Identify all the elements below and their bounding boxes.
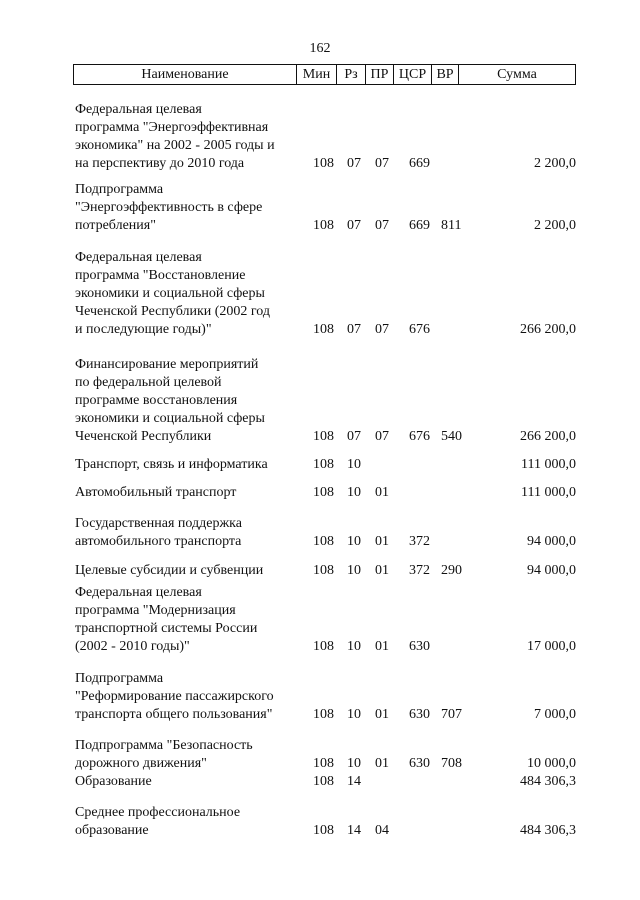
row-pr: 01 [375, 707, 389, 722]
row-name: Подпрограмма "Энергоэффективность в сфере потребления" [75, 182, 263, 233]
row-rz: 14 [347, 823, 361, 838]
row-rz: 07 [347, 322, 361, 337]
row-csr: 630 [409, 756, 430, 771]
row-min: 108 [313, 823, 334, 838]
row-name: Федеральная целевая программа "Восстановление экономики и социальной сферы Чеченской Республики (2002 год и последующие годы)" [75, 250, 271, 337]
header-rz: Рз [337, 65, 366, 84]
row-sum: 17 000,0 [527, 639, 576, 654]
row-vr: 540 [441, 429, 462, 444]
row-name: Транспорт, связь и информатика [75, 457, 268, 472]
page-number: 162 [309, 41, 331, 56]
header-sum: Сумма [497, 67, 537, 82]
row-sum: 111 000,0 [521, 457, 576, 472]
row-rz: 07 [347, 156, 361, 171]
row-min: 108 [313, 485, 334, 500]
row-pr: 01 [375, 756, 389, 771]
row-name: Федеральная целевая программа "Модернизация транспортной системы России (2002 - 2010 годы)" [75, 585, 258, 654]
row-pr: 07 [375, 156, 389, 171]
row-pr: 01 [375, 534, 389, 549]
row-rz: 14 [347, 774, 361, 789]
row-sum: 7 000,0 [534, 707, 576, 722]
row-min: 108 [313, 218, 334, 233]
row-pr: 07 [375, 322, 389, 337]
header-name: Наименование [74, 65, 297, 84]
row-name: Государственная поддержка автомобильного транспорта [75, 516, 242, 549]
row-rz: 10 [347, 639, 361, 654]
row-rz: 10 [347, 707, 361, 722]
row-pr: 01 [375, 639, 389, 654]
row-min: 108 [313, 156, 334, 171]
row-name: Целевые субсидии и субвенции [75, 563, 264, 578]
table-header [73, 64, 576, 85]
row-sum: 484 306,3 [520, 823, 576, 838]
row-min: 108 [313, 774, 334, 789]
row-name: Автомобильный транспорт [75, 485, 237, 500]
row-name: Среднее профессиональное образование [75, 805, 241, 838]
row-sum: 2 200,0 [534, 156, 576, 171]
row-vr: 707 [441, 707, 462, 722]
row-min: 108 [313, 534, 334, 549]
row-name: Подпрограмма "Безопасность дорожного движения" [75, 738, 253, 771]
row-min: 108 [313, 756, 334, 771]
row-pr: 01 [375, 563, 389, 578]
row-min: 108 [313, 429, 334, 444]
row-csr: 630 [409, 639, 430, 654]
row-csr: 676 [409, 322, 430, 337]
row-sum: 266 200,0 [520, 429, 576, 444]
row-min: 108 [313, 639, 334, 654]
row-pr: 01 [375, 485, 389, 500]
row-rz: 10 [347, 534, 361, 549]
row-rz: 07 [347, 429, 361, 444]
row-rz: 07 [347, 218, 361, 233]
row-min: 108 [313, 322, 334, 337]
row-min: 108 [313, 457, 334, 472]
header-vr: ВР [432, 65, 459, 84]
row-sum: 266 200,0 [520, 322, 576, 337]
row-vr: 811 [441, 218, 462, 233]
row-csr: 669 [409, 156, 430, 171]
row-rz: 10 [347, 756, 361, 771]
row-csr: 669 [409, 218, 430, 233]
row-pr: 04 [375, 823, 389, 838]
row-vr: 708 [441, 756, 462, 771]
row-name: Финансирование мероприятий по федеральной целевой программе восстановления экономики и социальной сферы Чеченской Республики [75, 357, 265, 444]
row-min: 108 [313, 707, 334, 722]
row-rz: 10 [347, 485, 361, 500]
header-csr: ЦСР [394, 65, 432, 84]
row-sum: 111 000,0 [521, 485, 576, 500]
row-rz: 10 [347, 457, 361, 472]
row-name: Федеральная целевая программа "Энергоэффективная экономика" на 2002 - 2005 годы и на перспективу до 2010 года [75, 102, 275, 171]
row-csr: 372 [409, 534, 430, 549]
row-sum: 484 306,3 [520, 774, 576, 789]
row-vr: 290 [441, 563, 462, 578]
row-pr: 07 [375, 218, 389, 233]
row-sum: 94 000,0 [527, 563, 576, 578]
header-pr: ПР [366, 65, 394, 84]
row-pr: 07 [375, 429, 389, 444]
row-rz: 10 [347, 563, 361, 578]
row-sum: 2 200,0 [534, 218, 576, 233]
row-sum: 10 000,0 [527, 756, 576, 771]
row-csr: 630 [409, 707, 430, 722]
header-min: Мин [297, 65, 337, 84]
row-sum: 94 000,0 [527, 534, 576, 549]
row-min: 108 [313, 563, 334, 578]
row-csr: 372 [409, 563, 430, 578]
row-csr: 676 [409, 429, 430, 444]
row-name: Подпрограмма "Реформирование пассажирского транспорта общего пользования" [75, 671, 274, 722]
row-name: Образование [75, 774, 152, 789]
